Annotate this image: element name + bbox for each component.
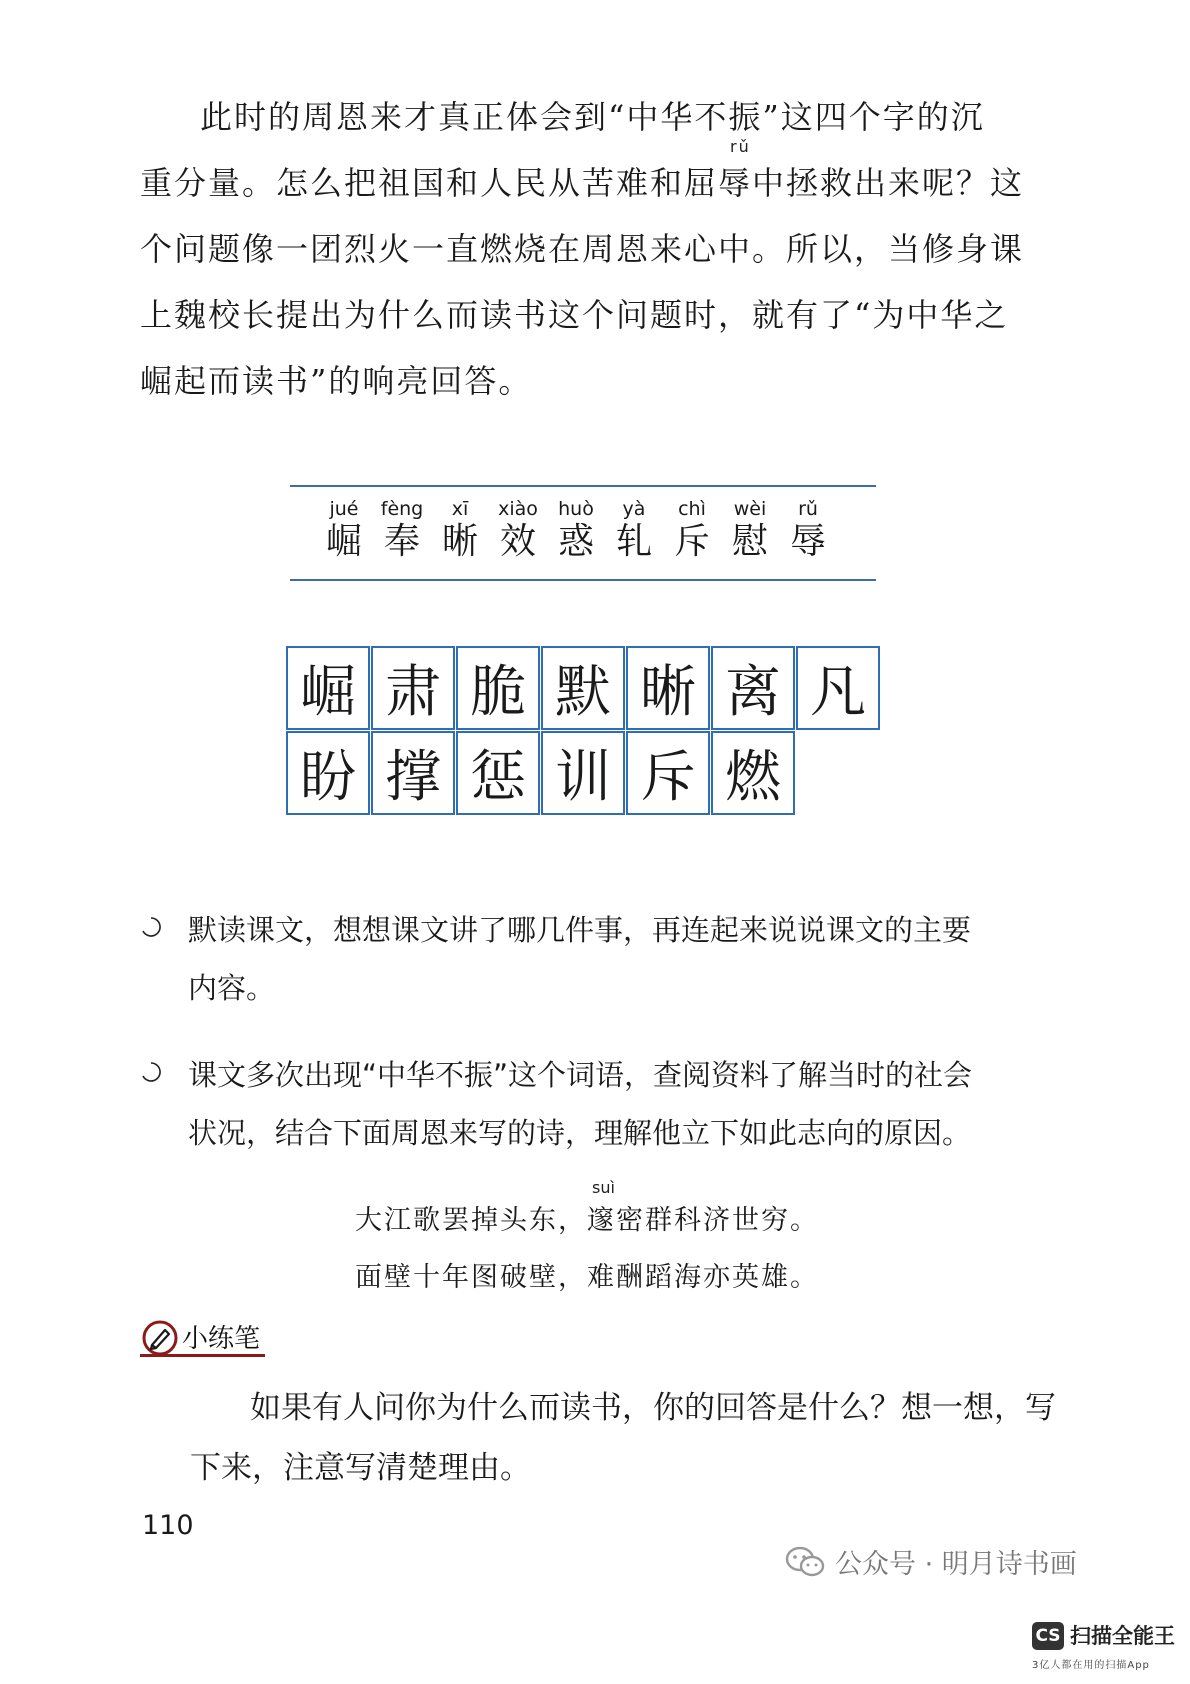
- grid-cell: 肃: [371, 646, 455, 730]
- vocab-top-rule: [290, 485, 876, 487]
- grid-cell: 燃: [711, 731, 795, 815]
- grid-cell: 离: [711, 646, 795, 730]
- grid-cell: 脆: [456, 646, 540, 730]
- grid-cell: 斥: [626, 731, 710, 815]
- page-number: 110: [142, 1510, 194, 1541]
- vocab-item: yà 轧: [615, 498, 652, 562]
- vocab-item: rǔ 辱: [789, 498, 826, 562]
- grid-cell: 撑: [371, 731, 455, 815]
- camscanner-name: 扫描全能王: [1070, 1624, 1175, 1648]
- vocab-item: fèng 奉: [380, 498, 424, 562]
- task-1-line-1: 默读课文，想想课文讲了哪几件事，再连起来说说课文的主要: [188, 913, 972, 947]
- pen-circle-icon: [140, 1318, 180, 1358]
- practice-line-1: 如果有人问你为什么而读书，你的回答是什么？想一想，写: [250, 1390, 1056, 1426]
- watermark-text: 公众号 · 明月诗书画: [835, 1549, 1077, 1580]
- ruby-annotation-sui: suì: [592, 1178, 615, 1197]
- camscanner-tagline: 3亿人都在用的扫描App: [1032, 1660, 1150, 1671]
- vocab-item: xī 晰: [441, 498, 478, 562]
- vocab-item: xiào 效: [498, 498, 538, 562]
- grid-cell: 凡: [796, 646, 880, 730]
- poem-line-1: 大江歌罢掉头东，邃密群科济世穷。: [355, 1205, 819, 1236]
- vocab-item: wèi 慰: [731, 498, 768, 562]
- circle-bullet-icon: [140, 1061, 162, 1083]
- grid-cell: 惩: [456, 731, 540, 815]
- vocabulary-pinyin-box: [290, 485, 876, 581]
- vocab-item: chì 斥: [673, 498, 710, 562]
- grid-cell: 崛: [286, 646, 370, 730]
- practice-heading: 小练笔: [182, 1324, 261, 1354]
- vocab-bottom-rule: [290, 579, 876, 581]
- paragraph-line-1: 此时的周恩来才真正体会到“中华不振”这四个字的沉: [200, 98, 985, 136]
- paragraph-line-3: 个问题像一团烈火一直燃烧在周恩来心中。所以，当修身课: [140, 230, 1025, 268]
- task-2-line-2: 状况，结合下面周恩来写的诗，理解他立下如此志向的原因。: [188, 1116, 972, 1150]
- wechat-icon: [785, 1546, 825, 1578]
- paragraph-line-5: 崛起而读书”的响亮回答。: [140, 362, 533, 400]
- grid-cell: 晰: [626, 646, 710, 730]
- ruby-annotation-ru: rǔ: [730, 137, 751, 156]
- reading-task-1: [140, 908, 1040, 1018]
- circle-bullet-icon: [140, 916, 162, 938]
- camscanner-brand: [1032, 1622, 1182, 1682]
- poem-line-2: 面壁十年图破壁，难酬蹈海亦英雄。: [355, 1262, 819, 1293]
- grid-cell: 盼: [286, 731, 370, 815]
- paragraph-line-2: 重分量。怎么把祖国和人民从苦难和屈辱中拯救出来呢？这: [140, 164, 1025, 202]
- camscanner-logo: CS: [1032, 1622, 1064, 1650]
- vocab-item: jué 崛: [325, 498, 362, 562]
- reading-task-2: [140, 1053, 1040, 1163]
- task-1-line-2: 内容。: [188, 971, 276, 1005]
- wechat-watermark: [785, 1542, 1077, 1581]
- practice-exercise: [190, 1382, 1056, 1502]
- grid-cell: 训: [541, 731, 625, 815]
- grid-cell: 默: [541, 646, 625, 730]
- practice-line-2: 下来，注意写清楚理由。: [190, 1450, 531, 1486]
- vocab-item: huò 惑: [557, 498, 594, 562]
- paragraph-line-4: 上魏校长提出为什么而读书这个问题时，就有了“为中华之: [140, 296, 1009, 334]
- practice-underline: [140, 1354, 265, 1357]
- task-2-line-1: 课文多次出现“中华不振”这个词语，查阅资料了解当时的社会: [188, 1058, 973, 1092]
- body-paragraph: [140, 92, 1040, 422]
